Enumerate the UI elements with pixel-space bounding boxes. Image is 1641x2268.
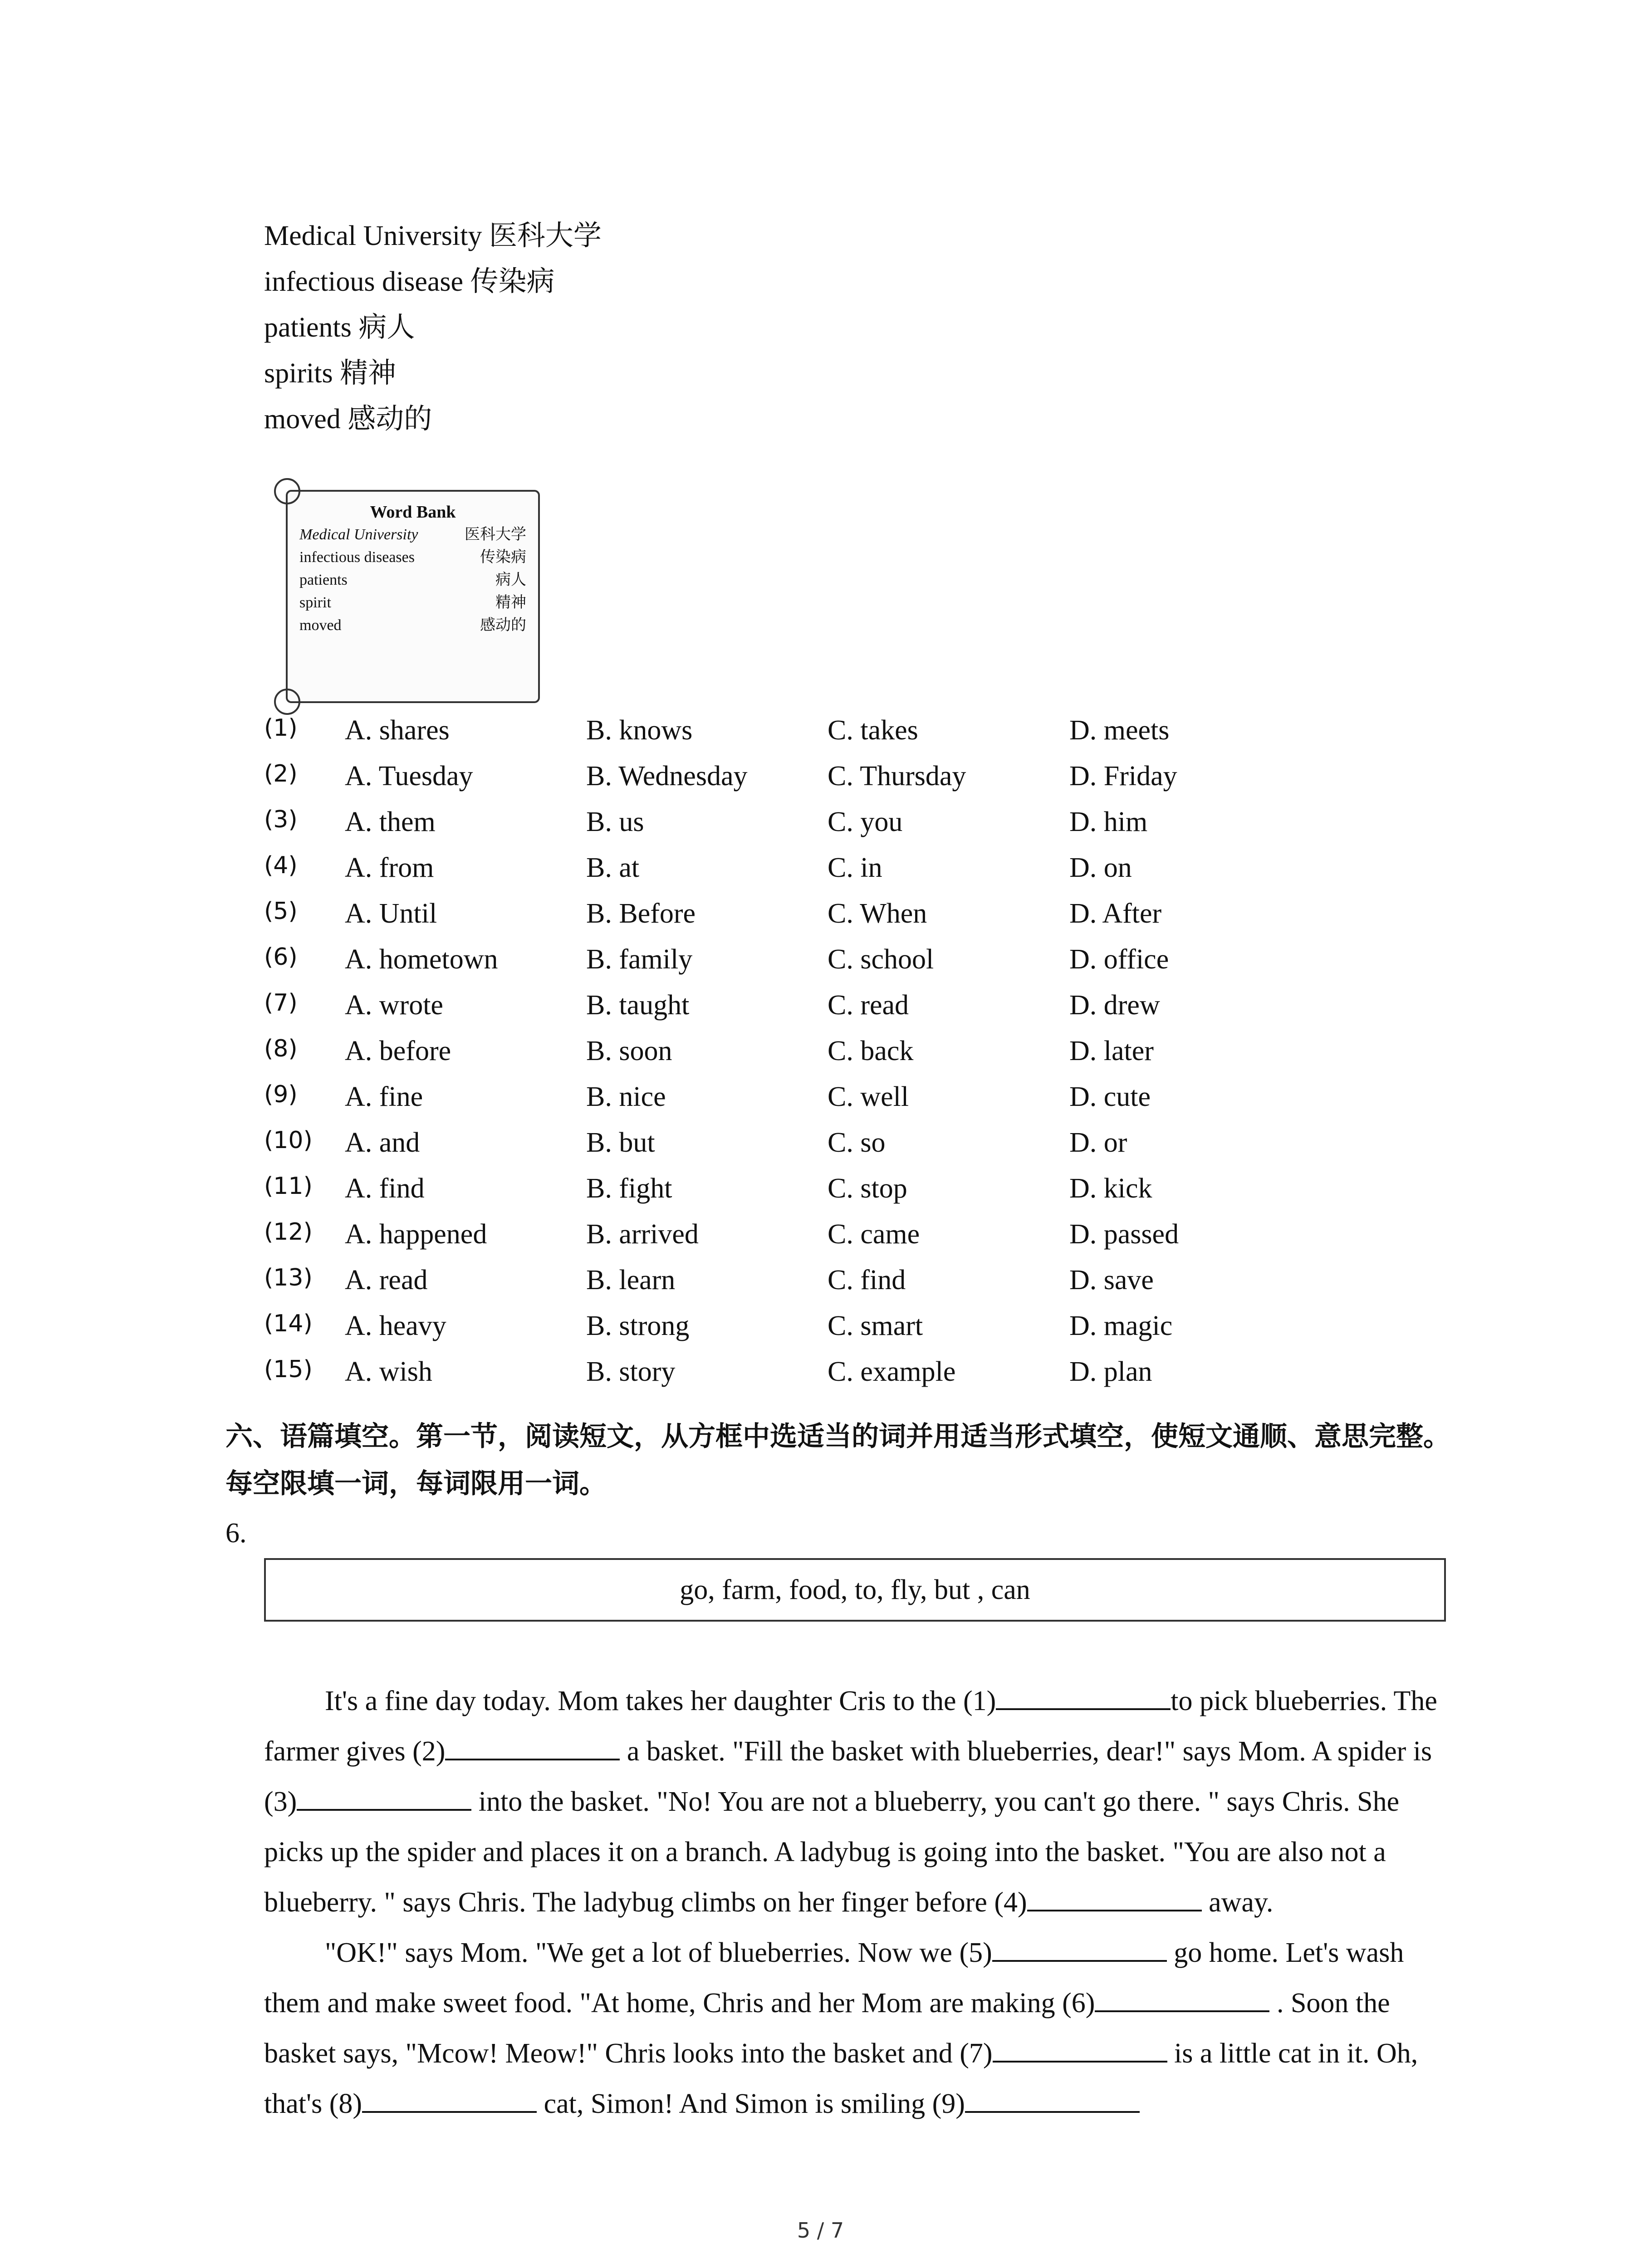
- scroll-curl-icon: [274, 478, 300, 504]
- page-number: 5 / 7: [797, 2218, 844, 2243]
- word-bank-scroll-image: [286, 490, 540, 703]
- blank-5[interactable]: [992, 1935, 1167, 1962]
- question-number: 6.: [225, 1518, 247, 1549]
- word-bank-entry: infectious diseases 传染病: [299, 549, 526, 566]
- vocab-line: Medical University 医科大学: [264, 220, 602, 251]
- word-bank-entry: spirit 精神: [299, 594, 526, 611]
- blank-8[interactable]: [362, 2086, 537, 2113]
- blank-9[interactable]: [965, 2086, 1140, 2113]
- blank-6[interactable]: [1095, 1985, 1269, 2012]
- word-bank-title: Word Bank: [370, 503, 456, 522]
- word-choice-box: [264, 1558, 1446, 1622]
- section-title: 六、语篇填空。第一节，阅读短文，从方框中选适当的词并用适当形式填空，使短文通顺、意思完整。每空限填一词，每词限用一词。: [225, 1421, 1450, 1500]
- exam-page: Medical University 医科大学 infectious disease 传染病 patients 病人 spirits 精神 moved 感动的 Word Bank Medical University 医科大学 infectious diseases 传染病 patients 病人 spirit 精神 moved 感动的 (1) A. shares B. knows C. takes D. meets (2) A. Tuesday B. Wednesday C. Thursday D. Friday (3) A. them B. us C. you D. him (4) A. from B. at C. in D. on (5) A. Until B. Before C. When D. After (6) A. hometown B. family C. school D. office (7) A. wrote B. taught C. read D. drew (8) A. before B. soon C. back D. later (9) A. fine B. nice C. well D. cute (10) A. and B. but C. so D. or (11) A. find B. fight C. stop D. kick (12) A. happened B. arrived C. came D. passed (13) A. read B. learn C. find D. save (14) A. heavy B. strong C. smart D. magic (15) A. wish B. story C. example D. plan 六、语篇填空。第一节，阅读短文，从方框中选适当的词并用适当形式填空，使短文通顺、意思完整。每空限填一词，每词限用一词。 6. go, farm, food, to, fly, but , can It's a fine day today. Mom takes her daughter Cris to the (1) to pick blueberries. The farmer gives (2) a basket. "Fill the basket with blueberries, dear!" says Mom. A spider is (3) into the basket. "No! You are not a blueberry, you can't go there. " says Chris. She picks up the spider and places it on a branch. A ladybug is going into the basket. "You are also not a blueberry. " says Chris. The ladybug climbs on her finger before (4) away. "OK!" says Mom. "We get a lot of blueberries. Now we (5) go home. Let's wash them and make sweet food. "At home, Chris and her Mom are making (6) . Soon the basket says, "Mcow! Meow!" Chris looks into the basket and (7) is a little cat in it. Oh, that's (8) cat, Simon! And Simon is smiling (9) 5 / 7: [0, 0, 1641, 2268]
- blank-7[interactable]: [993, 2035, 1167, 2063]
- vocab-line: moved 感动的: [264, 404, 432, 435]
- passage-paragraph: "OK!" says Mom. "We get a lot of blueberries. Now we (5) go home. Let's wash them and make sweet food. "At home, Chris and her Mom are making (6) . Soon the basket says, "Mcow! Meow!" Chris looks into the basket and (7) is a little cat in it. Oh, that's (8) cat, Simon! And Simon is smiling (9): [264, 1928, 1450, 2129]
- vocab-line: infectious disease 传染病: [264, 266, 555, 297]
- word-choice-list: go, farm, food, to, fly, but , can: [680, 1574, 1030, 1605]
- blank-3[interactable]: [297, 1784, 471, 1811]
- word-bank-entry: Medical University 医科大学: [299, 526, 526, 543]
- vocab-line: patients 病人: [264, 312, 415, 343]
- word-bank-entry: patients 病人: [299, 572, 526, 588]
- passage: [264, 1676, 1450, 2129]
- blank-4[interactable]: [1027, 1884, 1202, 1911]
- scroll-curl-icon: [274, 689, 300, 715]
- word-bank-entry: moved 感动的: [299, 617, 526, 634]
- blank-2[interactable]: [445, 1733, 620, 1760]
- passage-paragraph: It's a fine day today. Mom takes her daughter Cris to the (1) to pick blueberries. The farmer gives (2) a basket. "Fill the basket with blueberries, dear!" says Mom. A spider is (3) into the basket. "No! You are not a blueberry, you can't go there. " says Chris. She picks up the spider and places it on a branch. A ladybug is going into the basket. "You are also not a blueberry. " says Chris. The ladybug climbs on her finger before (4) away.: [264, 1676, 1450, 1928]
- blank-1[interactable]: [996, 1683, 1171, 1710]
- vocabulary-list: [264, 213, 602, 442]
- vocab-line: spirits 精神: [264, 358, 397, 389]
